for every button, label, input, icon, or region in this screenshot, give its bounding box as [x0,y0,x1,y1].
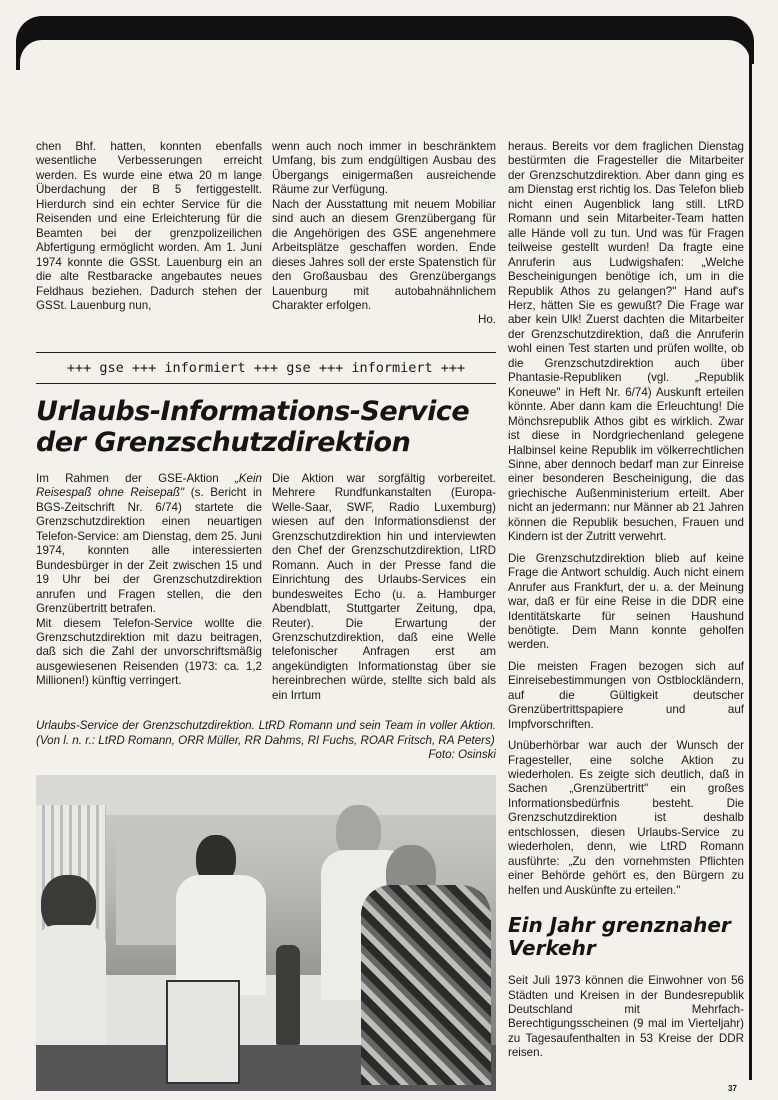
intro-column-1 [36,140,262,340]
team-photo [36,775,496,1091]
page-number: 37 [728,1084,737,1093]
section-banner: +++ gse +++ informiert +++ gse +++ informiert +++ [36,352,496,384]
article-paragraph: Die meisten Fragen bezogen sich auf Einreisebestimmungen von Ostblockländern, auf die Gültigkeit deutscher Grenzübertrittspapiere und auf Impfvorschriften. [508,659,744,731]
intro-paragraph: Nach der Ausstattung mit neuem Mobiliar sind auch an diesem Grenzübergang für die Angehörigen des GSE angenehmere Arbeitsplätze geschaffen worden. Ende dieses Jahres soll der erste Spatenstich für den Großausbau des Grenzübergangs Lauenburg mit autobahnähnlichem Charakter erfolgen. [272,197,496,312]
photo-credit: Foto: Osinski [428,748,496,762]
photo-caption [36,719,496,762]
right-content-area [508,140,744,1061]
article-column-2 [272,472,496,703]
article2-column [508,974,744,1061]
intro-section [36,140,496,340]
text: Im Rahmen der GSE-Aktion [36,472,235,485]
article-body [36,472,496,703]
article-column-3 [508,140,744,898]
article-paragraph: Mit diesem Telefon-Service wollte die Grenzschutzdirektion mit dazu beitragen, daß sich die Zahl der unvorschriftsmäßig ausgewiesenen Reisenden (1973: ca. 1,2 Millionen!) künftig verringert. [36,616,262,688]
author-sign: Ho. [477,313,496,327]
intro-paragraph: chen Bhf. hatten, konnten ebenfalls wesentliche Verbesserungen erreicht werden. Es wurde eine etwa 20 m lange Überdachung der B 5 fertiggestellt. Hierdurch sind ein echter Service für die Reisenden und eine Erleichterung für die Beamten bei der grenzpolizeilichen Abfertigung ermöglicht worden. Am 1. Juni 1974 konnte die GSSt. Lauenburg ein an die alte Restbaracke angebautes neues Feldhaus beziehen. Dadurch stehen der GSSt. Lauenburg nun, [36,140,262,312]
frame-right [749,40,752,1080]
campaign-name: „Kein Reisespaß ohne Reisepaß" [36,472,262,500]
frame-left [16,40,20,70]
left-content-area [36,140,496,1091]
article-column-1 [36,472,262,703]
article-paragraph: Die Aktion war sorgfältig vorbereitet. Mehrere Rundfunkanstalten (Europa-Welle-Saar, SWF, Radio Luxemburg) wiesen auf den Informationsdienst der Grenzschutzdirektion hin und interviewten den Chef der Grenzschutzdirektion, LtRD Romann. Auch in der Presse fand die Einrichtung des Urlaubs-Services ein bundesweites Echo (u. a. Hamburger Abendblatt, Stuttgarter Zeitung, dpa, Reuter). Die Erwartung der Grenzschutzdirektion, daß eine Welle telefonischer Anfragen erst am angekündigten Informationstag über sie hereinbrechen würde, stellte sich bald als ein Irrtum [272,472,496,702]
article-paragraph: Unüberhörbar war auch der Wunsch der Fragesteller, eine solche Aktion zu wiederholen. Es zeigte sich deutlich, daß in Sachen „Grenzübertritt" ein großes Informationsbedürfnis besteht. Die Grenzschutzdirektion ist deshalb entschlossen, diesen Urlaubs-Service zu wiederholen, denn, wie LtRD Romann ausführte: „Zu den vornehmsten Pflichten einer Behörde gehört es, den Bürgern zu helfen und Auskünfte zu erteilen." [508,739,744,897]
text: (s. Bericht in BGS-Zeitschrift Nr. 6/74) startete die Grenzschutzdirektion einen neuartigen Telefon-Service: am Dienstag, dem 25. Juni 1974, konnten alle interessierten Bundesbürger in der Zeit zwischen 15 und 19 Uhr bei der Grenzschutzdirektion anrufen und Fragen stellen, die den Grenzübertritt betrafen. [36,486,262,616]
intro-paragraph: wenn auch noch immer in beschränktem Umfang, bis zum endgültigen Ausbau des Übergangs einigermaßen ausreichende Räume zur Verfügung. [272,140,496,197]
page-background [20,40,750,100]
intro-column-2 [272,140,496,340]
article-paragraph: heraus. Bereits vor dem fraglichen Dienstag bestürmten die Fragesteller die Mitarbeiter der Grenzschutzdirektion. Aber dann ging es am Dienstag erst richtig los. Das Telefon blieb nicht einen Augenblick lang still. LtRD Romann und sein Mitarbeiter-Team hatten alle Hände voll zu tun. Und was für Fragen teilweise gestellt wurden! Da fragte eine Anruferin aus Ludwigshafen: „Welche Bescheinigungen benötige ich, um in die Republik Athos zu gelangen?" Hand auf's Herz, hätten Sie es gewußt? Die Frage war aber kein Ulk! Zuerst dachten die Mitarbeiter der Grenzschutzdirektion, daß die Anruferin wohl einen Test starten und prüfen wollte, ob die Grenzschutzdirektion auch über Phantasie-Republiken (vgl. „Republik Koneuwe" in Heft Nr. 6/74) Auskunft erteilen könnte. Aber dann kam die Erleuchtung! Die Mönchsrepublik Athos gibt es wirklich. Zwar ist diese in Nordgriechenland gelegene Halbinsel keine Republik im völkerrechtlichen Sinne, aber dennoch bedarf man zur Einreise einer besonderen Bescheinigung, die das griechische Außenministerium erteilt. Aber nicht an jedermann: nur Männer ab 21 Jahren können die Republik besuchen, Frauen und Kindern ist der Zutritt verwehrt. [508,140,744,544]
article-paragraph: Die Grenzschutzdirektion blieb auf keine Frage die Antwort schuldig. Auch nicht einem Anrufer aus Frankfurt, der u. a. der Meinung war, daß er für eine Reise in die DDR eine Identitätskarte für seinen Haushund benötigte. Dem Mann konnte geholfen werden. [508,551,744,652]
article2-title: Ein Jahr grenznaher Verkehr [508,913,731,961]
caption-text: Urlaubs-Service der Grenzschutzdirektion. LtRD Romann und sein Team in voller Aktion. (Von l. n. r.: LtRD Romann, ORR Müller, RR Dahms, RI Fuchs, ROAR Fritsch, RA Peters) [36,719,496,747]
article-title: Urlaubs-Informations-Service der Grenzschutzdirektion [36,396,470,458]
article-paragraph [36,472,262,617]
article2-paragraph: Seit Juli 1973 können die Einwohner von 56 Städten und Kreisen in der Bundesrepublik Deutschland mit Mehrfach-Berechtigungsscheinen (9 mal im Vierteljahr) zu Tagesaufenthalten in 53 Kreise der DDR reisen. [508,974,744,1060]
